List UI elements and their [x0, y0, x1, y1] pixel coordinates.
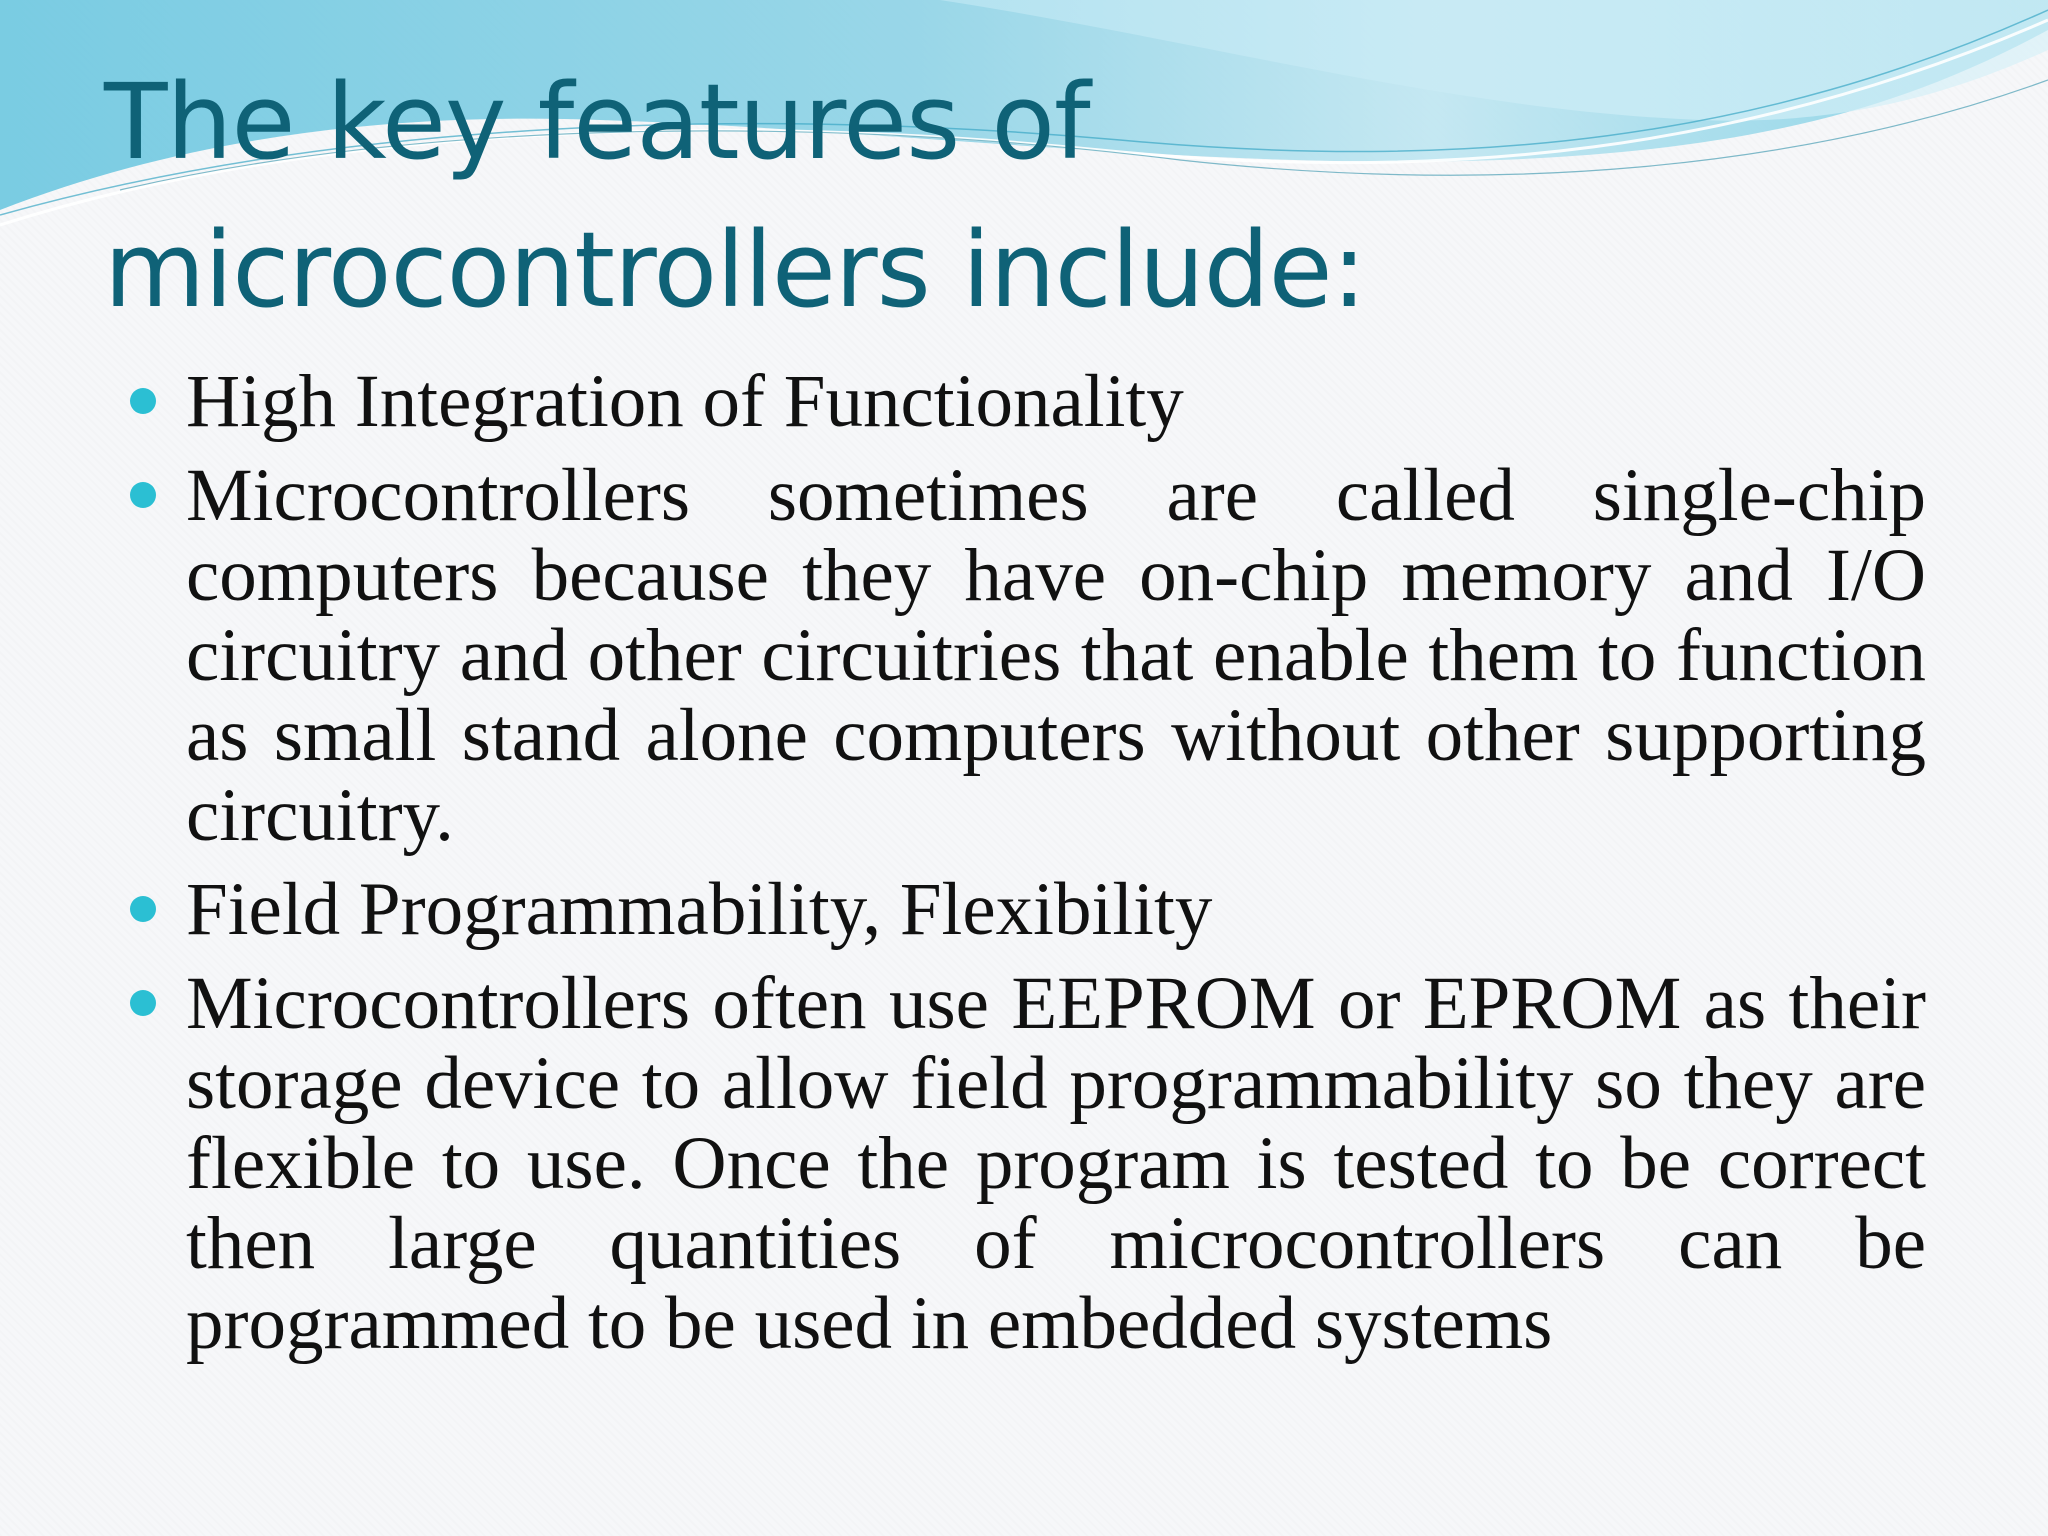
- slide-title: The key features of microcontrollers include:: [104, 61, 1366, 331]
- bullet-item: [186, 456, 1926, 856]
- bullet-dot-icon: [130, 388, 156, 414]
- bullet-dot-icon: [130, 896, 156, 922]
- bullet-text: Microcontrollers often use EEPROM or EPROM as their storage device to allow field programmability so they are flexible to use. Once the program is tested to be correct then large quantities of microcontrollers can be programmed to be used in embedded systems: [186, 962, 1926, 1365]
- bullet-list: [186, 362, 1926, 1378]
- bullet-item: [186, 964, 1926, 1364]
- bullet-text: High Integration of Functionality: [186, 360, 1184, 443]
- bullet-text: Field Programmability, Flexibility: [186, 868, 1213, 951]
- bullet-dot-icon: [130, 482, 156, 508]
- bullet-item: [186, 362, 1926, 442]
- bullet-text: Microcontrollers sometimes are called single-chip computers because they have on-chip memory and I/O circuitry and other circuitries that enable them to function as small stand alone computers without other supporting circuitry.: [186, 454, 1926, 857]
- bullet-item: [186, 870, 1926, 950]
- bullet-dot-icon: [130, 990, 156, 1016]
